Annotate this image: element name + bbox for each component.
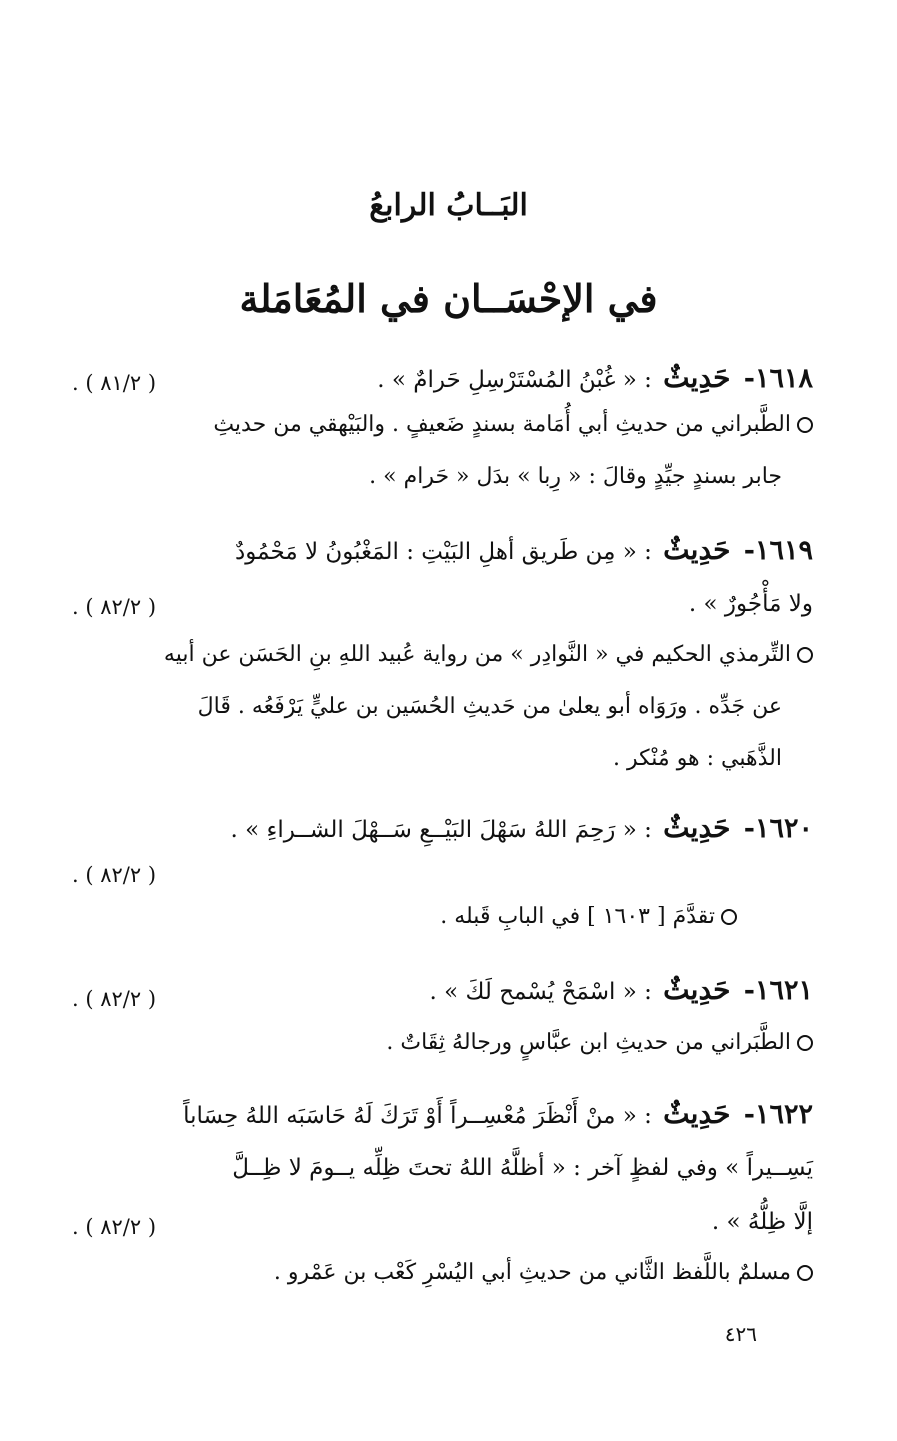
note-circle-icon bbox=[797, 647, 813, 663]
hadith-text-continuation: إلَّا ظِلُّهُ » . bbox=[711, 1209, 813, 1235]
hadith-text: : « اسْمَحْ يُسْمح لَكَ » . bbox=[429, 979, 652, 1005]
section-title: في الإحْسَــان في المُعَامَلة bbox=[239, 276, 658, 321]
hadith-text: : « منْ أَنْظَرَ مُعْسِــراً أَوْ تَرَكَ لَهُ حَاسَبَه اللهُ حِسَاباً bbox=[183, 1103, 652, 1129]
hadith-keyword: حَدِيثٌ bbox=[663, 361, 731, 394]
hadith-text-continuation: يَسِــيراً » وفي لفظٍ آخر : « أظلَّهُ اللهُ تحتَ ظِلِّه يــومَ لا ظِــلَّ bbox=[232, 1155, 813, 1181]
hadith-note-continuation: الذَّهَبي : هو مُنْكر . bbox=[613, 746, 782, 771]
hadith-note-continuation: عن جَدِّه . ورَوَاه أبو يعلىٰ من حَديثِ الحُسَين بن عليٍّ يَرْفَعُه . قَالَ bbox=[197, 694, 782, 719]
note-text: الطَّبراني من حديثِ أبي أُمَامة بسندٍ ضَعيفٍ . والبَيْهقي من حديثِ bbox=[213, 412, 791, 437]
hadith-text-continuation: ولا مَأْجُورٌ » . bbox=[688, 591, 813, 617]
hadith-number: ١٦٢٠- bbox=[743, 813, 813, 844]
hadith-reference: ( ٨١/٢ ) . bbox=[72, 371, 157, 395]
hadith-reference: ( ٨٢/٢ ) . bbox=[72, 863, 157, 887]
hadith-text: : « غُبْنُ المُسْتَرْسِلِ حَرامٌ » . bbox=[377, 367, 652, 393]
hadith-keyword: حَدِيثٌ bbox=[663, 1097, 731, 1130]
note-circle-icon bbox=[797, 417, 813, 433]
hadith-entry-heading bbox=[72, 358, 813, 398]
note-circle-icon bbox=[797, 1265, 813, 1281]
hadith-note-continuation: جابر بسندٍ جيِّدٍ وقالَ : « رِبا » بدَل « حَرام » . bbox=[369, 464, 782, 489]
note-text: الطَّبَراني من حديثِ ابن عبَّاسٍ ورجالهُ ثِقَاتٌ . bbox=[386, 1030, 791, 1055]
hadith-reference: ( ٨٢/٢ ) . bbox=[72, 1215, 157, 1239]
hadith-number: ١٦١٨- bbox=[743, 363, 813, 394]
hadith-note bbox=[72, 634, 813, 676]
note-circle-icon bbox=[721, 909, 737, 925]
hadith-note bbox=[72, 404, 813, 446]
note-text: مسلمٌ باللَّفظ الثَّاني من حديثِ أبي اليُسْرِ كَعْب بن عَمْرو . bbox=[273, 1260, 791, 1285]
note-text: التِّرمذي الحكيم في « النَّوادِر » من رواية عُبيد اللهِ بنِ الحَسَن عن أبيه bbox=[163, 642, 791, 667]
hadith-entry-heading bbox=[72, 808, 813, 848]
hadith-text: : « مِن طَريق أهلِ البَيْتِ : المَغْبُونُ لا مَحْمُودٌ bbox=[235, 539, 652, 565]
hadith-keyword: حَدِيثٌ bbox=[663, 973, 731, 1006]
hadith-note bbox=[72, 1022, 813, 1064]
hadith-keyword: حَدِيثٌ bbox=[663, 533, 731, 566]
hadith-note bbox=[72, 896, 737, 938]
hadith-reference: ( ٨٢/٢ ) . bbox=[72, 595, 157, 619]
hadith-text: : « رَحِمَ اللهُ سَهْلَ البَيْــعِ سَــهْلَ الشــراءِ » . bbox=[230, 817, 652, 843]
hadith-number: ١٦٢١- bbox=[743, 975, 813, 1006]
note-circle-icon bbox=[797, 1035, 813, 1051]
chapter-title: البَــابُ الرابعُ bbox=[369, 188, 528, 223]
page-number: ٤٢٦ bbox=[724, 1322, 757, 1346]
hadith-reference: ( ٨٢/٢ ) . bbox=[72, 987, 157, 1011]
hadith-number: ١٦٢٢- bbox=[743, 1099, 813, 1130]
hadith-note bbox=[72, 1252, 813, 1294]
hadith-entry-heading bbox=[72, 970, 813, 1010]
hadith-number: ١٦١٩- bbox=[743, 535, 813, 566]
hadith-entry-heading bbox=[72, 1094, 813, 1134]
note-text: تقدَّمَ [ ١٦٠٣ ] في البابِ قَبله . bbox=[440, 904, 715, 929]
hadith-entry-heading bbox=[72, 530, 813, 570]
hadith-keyword: حَدِيثٌ bbox=[663, 811, 731, 844]
